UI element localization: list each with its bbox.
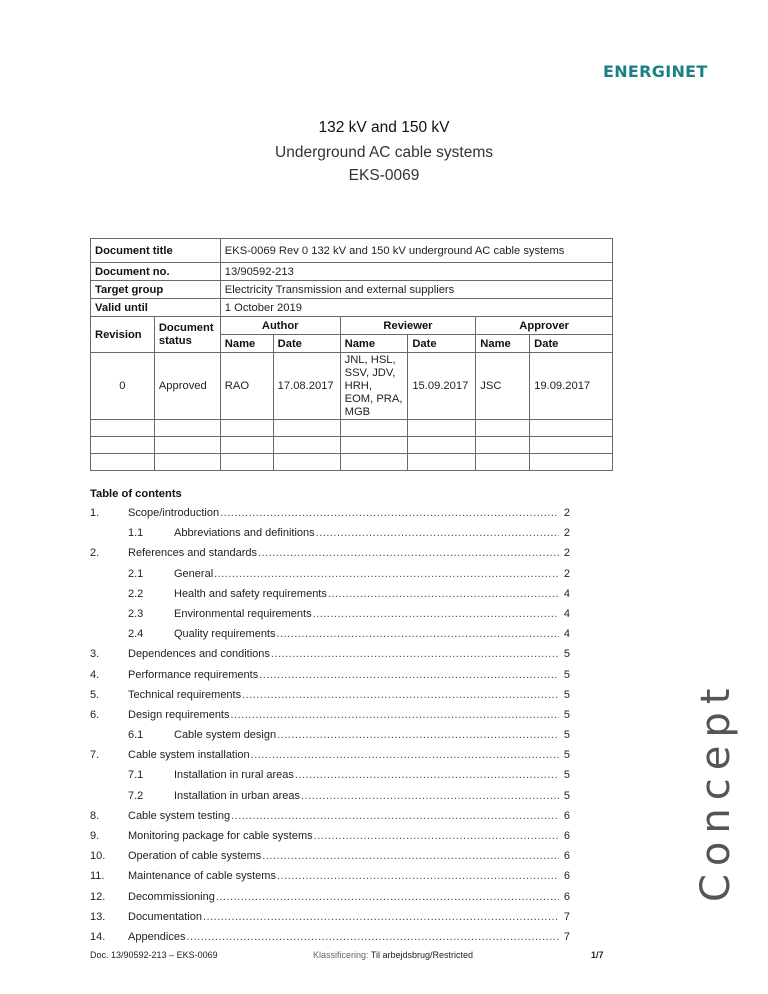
toc-item[interactable] <box>90 707 570 727</box>
toc-item[interactable] <box>90 868 570 888</box>
toc-item[interactable] <box>90 606 570 626</box>
approver-date-value: 19.09.2017 <box>530 353 613 420</box>
toc-leader-dots <box>216 889 559 905</box>
toc-item-number: 5. <box>90 688 100 701</box>
toc-item-label: Installation in urban areas <box>174 789 300 802</box>
toc-item-number: 3. <box>90 648 100 661</box>
reviewer-date-header: Date <box>408 335 476 353</box>
toc-leader-dots <box>242 687 559 703</box>
concept-watermark: Concept <box>693 680 739 902</box>
valid-until-value: 1 October 2019 <box>220 299 612 317</box>
toc-item[interactable] <box>90 788 570 808</box>
toc-item-label: Monitoring package for cable systems <box>128 830 313 842</box>
toc-item-label: Performance requirements <box>128 668 259 681</box>
approver-header: Approver <box>476 317 613 335</box>
reviewer-date-value: 15.09.2017 <box>408 353 476 420</box>
toc-leader-dots <box>231 707 560 723</box>
toc-leader-dots <box>314 828 559 844</box>
toc-item-number: 7.2 <box>128 789 144 802</box>
toc-leader-dots <box>295 767 559 783</box>
approver-name-value: JSC <box>476 353 530 420</box>
toc-item-page: 4 <box>563 587 570 600</box>
footer-page-number: 1/7 <box>591 950 604 960</box>
table-row <box>91 420 613 437</box>
toc-item-label: Environmental requirements <box>174 607 312 620</box>
toc-leader-dots <box>258 545 559 561</box>
document-title: 132 kV and 150 kV <box>318 119 450 136</box>
toc-item[interactable] <box>90 828 570 848</box>
toc-item-number: 1.1 <box>128 527 144 540</box>
toc-item-page: 6 <box>563 809 570 822</box>
toc-item-number: 4. <box>90 668 100 681</box>
toc-item-page: 2 <box>563 567 570 580</box>
toc-item-page: 4 <box>563 607 570 620</box>
document-title-label: Document title <box>91 239 221 263</box>
toc-item-number: 6.1 <box>128 729 144 742</box>
toc-item-number: 2.4 <box>128 628 144 641</box>
footer-classification: Klassificering: Til arbejdsbrug/Restricted <box>313 950 474 960</box>
author-name-value: RAO <box>220 353 273 420</box>
toc-item[interactable] <box>90 667 570 687</box>
document-no-label: Document no. <box>91 263 221 281</box>
toc-item-page: 6 <box>563 830 570 842</box>
toc-item-page: 5 <box>563 668 570 681</box>
toc-leader-dots <box>262 848 559 864</box>
toc-item[interactable] <box>90 727 570 747</box>
toc-item-label: Scope/introduction <box>128 507 220 519</box>
toc-leader-dots <box>251 747 559 763</box>
toc-leader-dots <box>313 606 559 622</box>
toc-item[interactable] <box>90 586 570 606</box>
toc-item-number: 2.1 <box>128 567 144 580</box>
toc-item-page: 4 <box>563 628 570 641</box>
toc-item-label: General <box>174 567 214 580</box>
toc-item-number: 14. <box>90 930 106 943</box>
toc-leader-dots <box>187 929 560 945</box>
document-title-value: EKS-0069 Rev 0 132 kV and 150 kV underground AC cable systems <box>220 239 612 263</box>
toc-item-page: 5 <box>563 789 570 802</box>
toc-item-label: Cable system installation <box>128 749 250 762</box>
toc-item-label: Health and safety requirements <box>174 587 327 600</box>
toc-item-page: 6 <box>563 890 570 903</box>
author-date-header: Date <box>273 335 340 353</box>
toc-item-label: Maintenance of cable systems <box>128 870 276 883</box>
document-info-table <box>90 238 613 471</box>
toc-item-number: 7.1 <box>128 769 144 782</box>
energinet-logo: ENERGINET <box>603 62 708 81</box>
toc-item[interactable] <box>90 687 570 707</box>
toc-item-number: 13. <box>90 910 106 923</box>
toc-item-label: Documentation <box>128 910 202 923</box>
toc-leader-dots <box>271 646 559 662</box>
reviewer-name-header: Name <box>340 335 408 353</box>
table-row <box>91 454 613 471</box>
toc-leader-dots <box>214 566 559 582</box>
toc-item-page: 2 <box>563 547 570 560</box>
toc-item[interactable] <box>90 909 570 929</box>
toc-item-number: 10. <box>90 850 106 863</box>
toc-leader-dots <box>259 667 559 683</box>
toc-item-number: 8. <box>90 809 100 822</box>
toc-item-label: Quality requirements <box>174 628 276 641</box>
toc-item-page: 5 <box>563 749 570 762</box>
toc-item-label: Dependences and conditions <box>128 648 270 661</box>
toc-item-number: 2.3 <box>128 607 144 620</box>
revision-label: Revision <box>91 317 155 353</box>
toc-item-number: 7. <box>90 749 100 762</box>
toc-item-page: 7 <box>563 930 570 943</box>
table-row <box>91 437 613 454</box>
toc-item-number: 2.2 <box>128 587 144 600</box>
toc-item-number: 12. <box>90 890 106 903</box>
document-subtitle: Underground AC cable systems <box>275 144 493 161</box>
toc-leader-dots <box>220 505 559 521</box>
valid-until-label: Valid until <box>91 299 221 317</box>
toc-item-page: 6 <box>563 850 570 863</box>
toc-item-page: 5 <box>563 688 570 701</box>
author-date-value: 17.08.2017 <box>273 353 340 420</box>
toc-item-number: 6. <box>90 708 100 721</box>
author-header: Author <box>220 317 340 335</box>
toc-item-page: 2 <box>563 507 570 519</box>
toc-item-number: 11. <box>90 870 105 883</box>
revision-value: 0 <box>91 353 155 420</box>
reviewer-name-value: JNL, HSL, SSV, JDV, HRH, EOM, PRA, MGB <box>340 353 408 420</box>
reviewer-header: Reviewer <box>340 317 476 335</box>
toc-item[interactable] <box>90 767 570 787</box>
toc-item[interactable] <box>90 848 570 868</box>
toc-item-label: Operation of cable systems <box>128 850 262 863</box>
toc-title: Table of contents <box>90 488 182 500</box>
approver-date-header: Date <box>530 335 613 353</box>
toc-item[interactable] <box>90 545 570 565</box>
toc-item-page: 2 <box>563 527 570 540</box>
document-code: EKS-0069 <box>348 167 420 184</box>
revision-row <box>91 353 613 420</box>
toc-leader-dots <box>301 788 559 804</box>
toc-item-label: Installation in rural areas <box>174 769 294 782</box>
toc-item-page: 5 <box>563 769 570 782</box>
toc-item-label: Technical requirements <box>128 688 242 701</box>
toc-leader-dots <box>277 727 559 743</box>
toc-item-page: 5 <box>563 708 570 721</box>
toc-item[interactable] <box>90 566 570 586</box>
toc-item[interactable] <box>90 889 570 909</box>
approver-name-header: Name <box>476 335 530 353</box>
toc-leader-dots <box>203 909 559 925</box>
toc-item-label: Abbreviations and definitions <box>174 527 315 540</box>
toc-item[interactable] <box>90 525 570 545</box>
toc-item-label: Cable system testing <box>128 809 231 822</box>
toc-item-label: Design requirements <box>128 708 230 721</box>
toc-item[interactable] <box>90 929 570 949</box>
toc-item-label: References and standards <box>128 547 258 560</box>
status-value: Approved <box>154 353 220 420</box>
toc-leader-dots <box>316 525 559 541</box>
toc-item[interactable] <box>90 808 570 828</box>
table-of-contents <box>90 505 570 949</box>
toc-item[interactable] <box>90 626 570 646</box>
toc-item-page: 5 <box>563 729 570 742</box>
toc-item-label: Decommissioning <box>128 890 215 903</box>
toc-item-page: 7 <box>563 910 570 923</box>
target-group-value: Electricity Transmission and external suppliers <box>220 281 612 299</box>
toc-item-page: 5 <box>563 648 570 661</box>
target-group-label: Target group <box>91 281 221 299</box>
document-no-value: 13/90592-213 <box>220 263 612 281</box>
toc-item-label: Cable system design <box>174 729 277 742</box>
document-status-label: Document status <box>154 317 220 353</box>
toc-item-number: 2. <box>90 547 100 560</box>
toc-leader-dots <box>231 808 559 824</box>
toc-leader-dots <box>277 868 559 884</box>
toc-item[interactable] <box>90 747 570 767</box>
toc-item-label: Appendices <box>128 930 186 943</box>
toc-item-number: 1. <box>90 507 100 519</box>
toc-item[interactable] <box>90 646 570 666</box>
toc-leader-dots <box>328 586 559 602</box>
toc-leader-dots <box>277 626 560 642</box>
toc-item-page: 6 <box>563 870 570 883</box>
toc-item-number: 9. <box>90 830 100 842</box>
author-name-header: Name <box>220 335 273 353</box>
toc-item[interactable] <box>90 505 570 525</box>
footer-doc-id: Doc. 13/90592-213 – EKS-0069 <box>90 950 218 960</box>
